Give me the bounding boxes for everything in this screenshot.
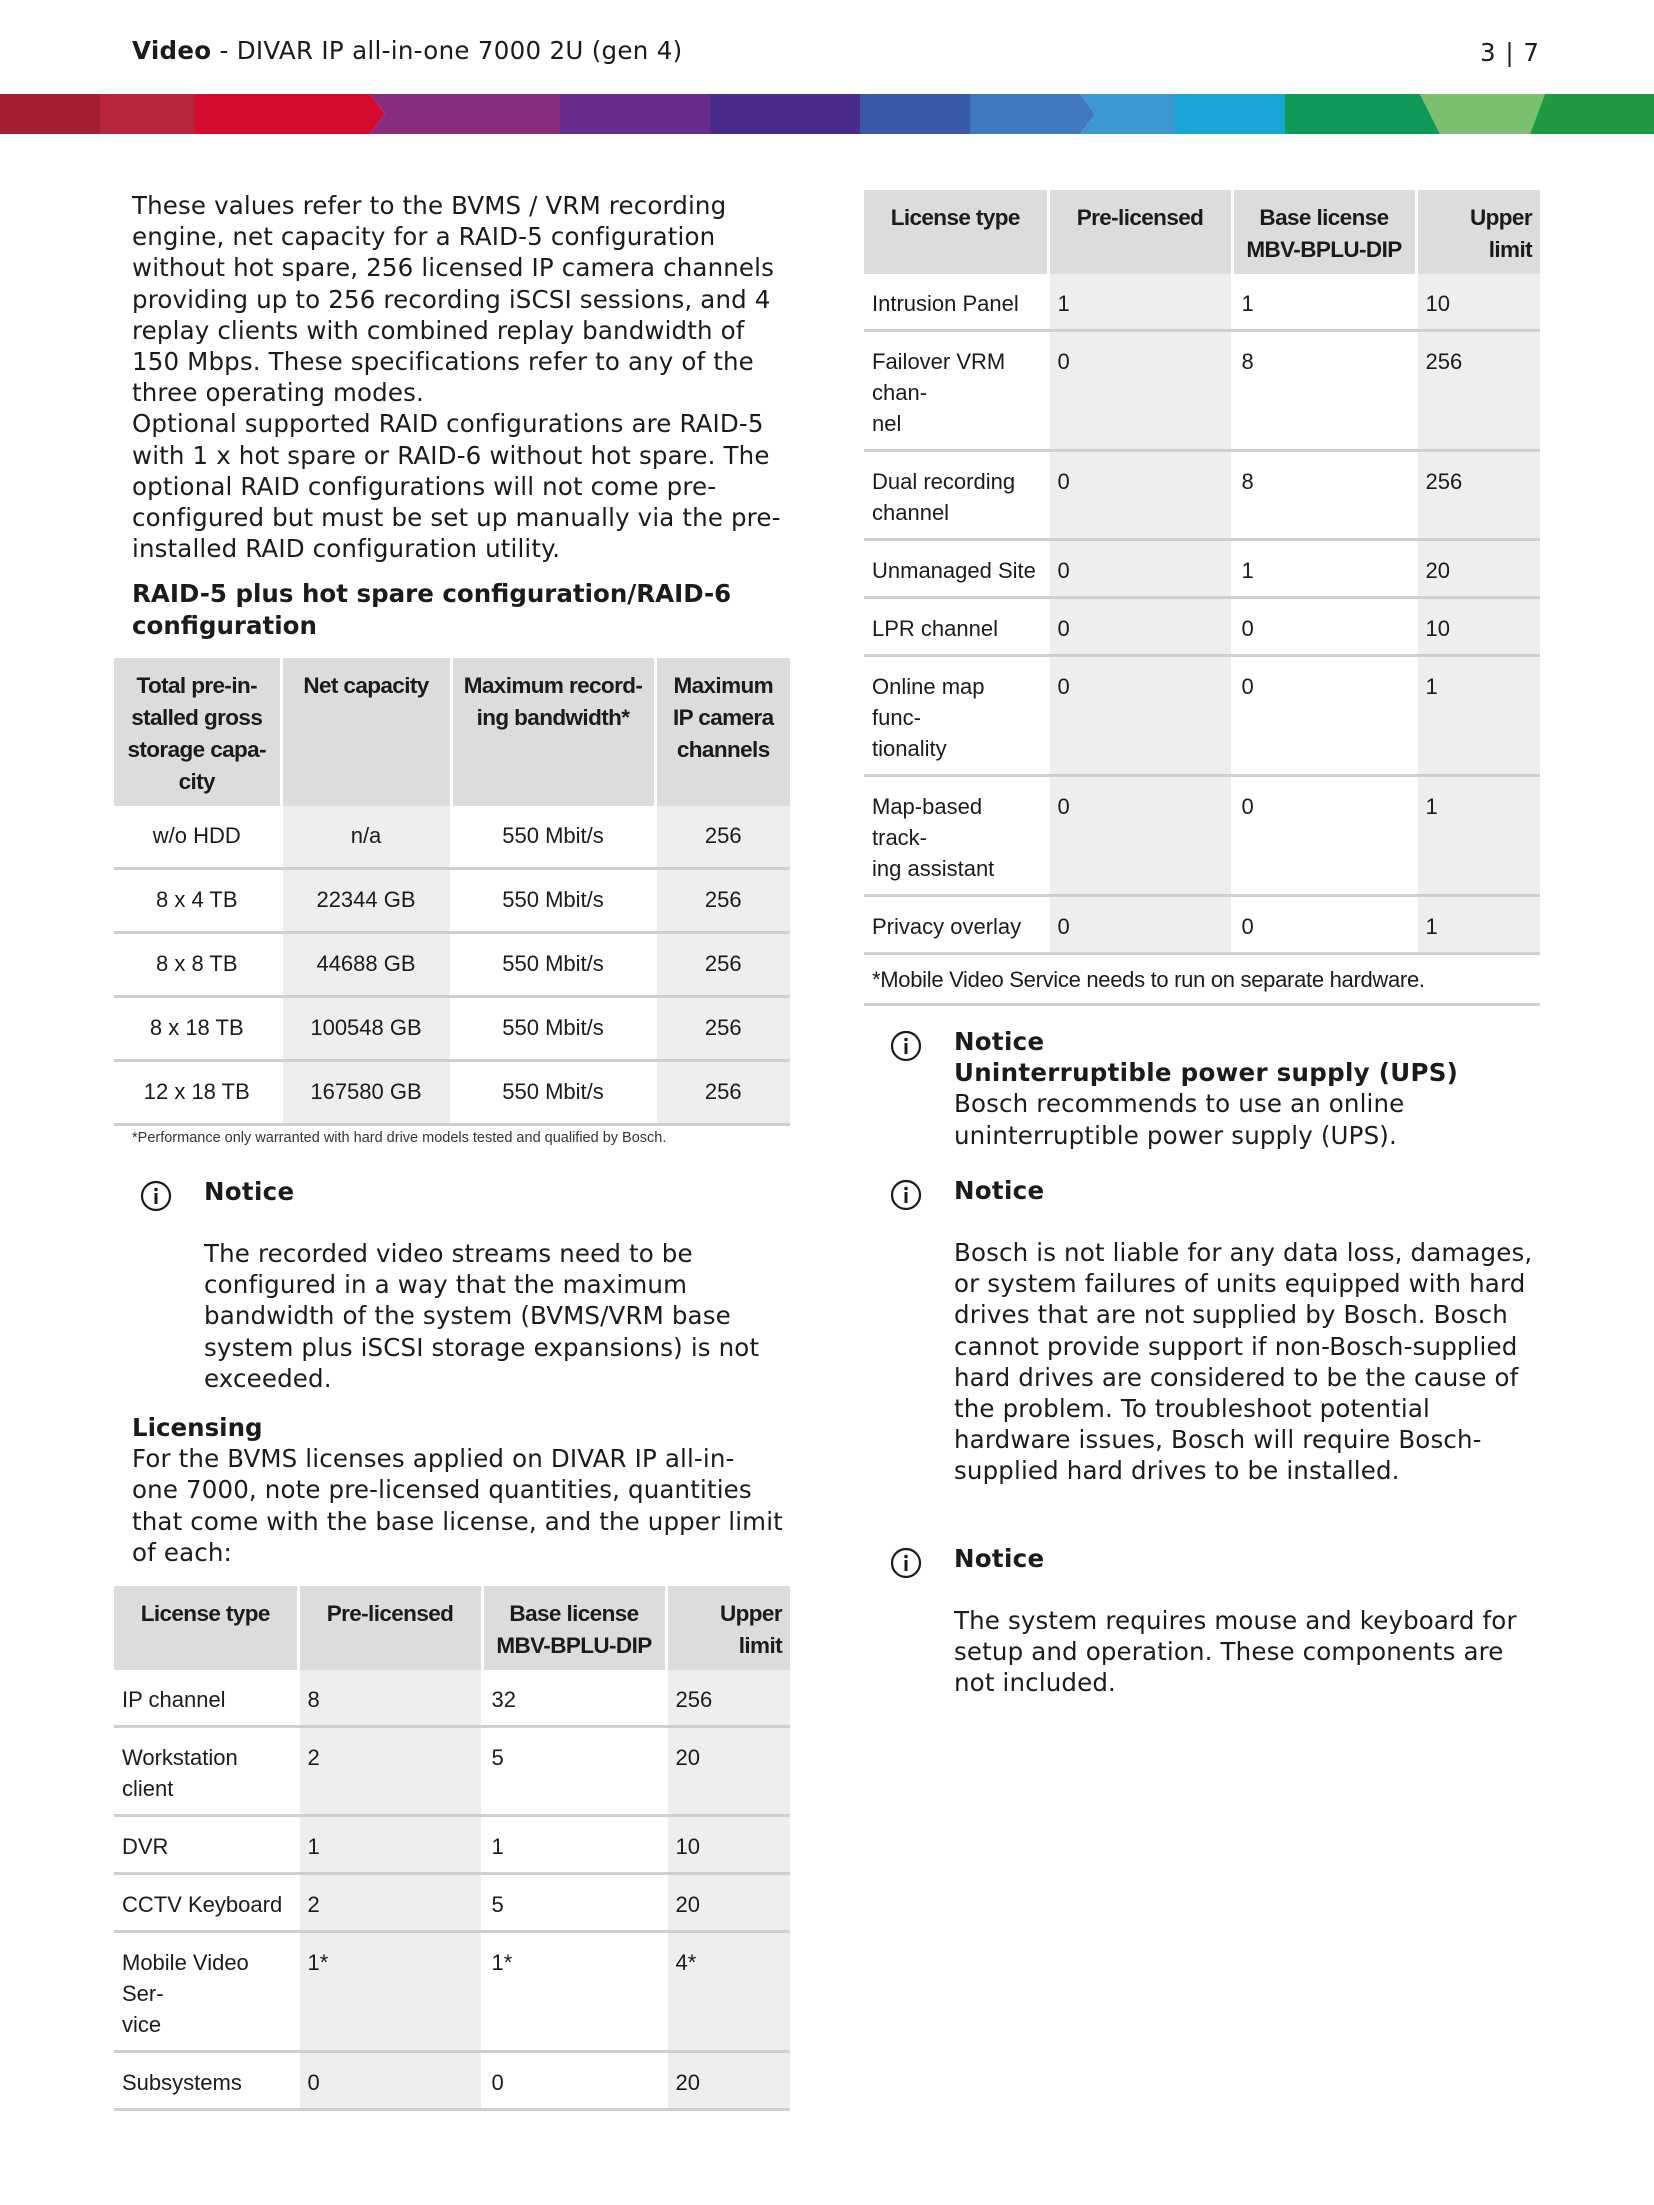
text-line: configured in a way that the maximum: [204, 1270, 688, 1300]
text-line: hardware issues, Bosch will require Bosch-: [954, 1425, 1482, 1455]
text-line: optional RAID configurations will not come pre-: [132, 471, 717, 501]
table-row: [114, 1932, 790, 2052]
table-row: [114, 1670, 790, 1727]
table-cell: 0: [1048, 451, 1232, 540]
table-cell: 8: [1232, 331, 1416, 451]
table-row: [864, 274, 1540, 331]
table-cell: 1: [1232, 274, 1416, 331]
text-line: without hot spare, 256 licensed IP camera channels: [132, 253, 775, 283]
table-cell: 0: [482, 2052, 666, 2110]
table-cell: 0: [1048, 598, 1232, 656]
text-line: the problem. To troubleshoot potential: [954, 1394, 1430, 1424]
table-cell: 4*: [666, 1932, 790, 2052]
text-line: three operating modes.: [132, 378, 424, 408]
table-cell: 1*: [482, 1932, 666, 2052]
table-cell: 12 x 18 TB: [114, 1060, 281, 1124]
notice-title: Notice: [204, 1176, 295, 1206]
right-column: [864, 190, 1540, 1698]
column-header: Maximum IP camera channels: [655, 658, 790, 806]
table-cell: 44688 GB: [281, 932, 451, 996]
text-line: drives that are not supplied by Bosch. Bosch: [954, 1300, 1508, 1330]
text-line: engine, net capacity for a RAID-5 configuration: [132, 222, 716, 252]
table-cell: 0: [1048, 331, 1232, 451]
text-line: For the BVMS licenses applied on DIVAR IP all-in-: [132, 1444, 735, 1474]
table-cell: 20: [1416, 540, 1540, 598]
table-cell: 1: [1416, 896, 1540, 954]
column-header: License type: [114, 1586, 298, 1670]
text-line: installed RAID configuration utility.: [132, 534, 561, 564]
table-cell: 550 Mbit/s: [451, 868, 655, 932]
column-header: Pre-licensed: [298, 1586, 482, 1670]
table-cell: Subsystems: [114, 2052, 298, 2110]
text-line: providing up to 256 recording iSCSI sessions, and 4: [132, 284, 771, 314]
table-cell: 0: [1048, 656, 1232, 776]
text-line: Bosch is not liable for any data loss, damages,: [954, 1238, 1533, 1268]
table-cell: 550 Mbit/s: [451, 806, 655, 869]
text-line: Bosch recommends to use an online: [954, 1089, 1405, 1119]
column-header: Pre-licensed: [1048, 190, 1232, 274]
notice-hard-drives: [864, 1175, 1540, 1487]
table-row: [114, 2052, 790, 2110]
column-header: Base license MBV-BPLU-DIP: [482, 1586, 666, 1670]
table-header-row: [114, 1586, 790, 1670]
table-cell: 256: [655, 868, 790, 932]
table-cell: 0: [298, 2052, 482, 2110]
table-cell: 550 Mbit/s: [451, 996, 655, 1060]
table-cell: 8: [298, 1670, 482, 1727]
table-row: [114, 1727, 790, 1816]
text-line: These values refer to the BVMS / VRM recording: [132, 191, 727, 220]
raid-capacity-table: [114, 658, 790, 1126]
notice-subtitle: Uninterruptible power supply (UPS): [954, 1058, 1459, 1088]
text-line: uninterruptible power supply (UPS).: [954, 1120, 1397, 1150]
text-line: setup and operation. These components are: [954, 1637, 1504, 1667]
table-cell: 22344 GB: [281, 868, 451, 932]
notice-ups: [864, 1026, 1540, 1151]
table-row: [864, 776, 1540, 896]
table-cell: Online map func- tionality: [864, 656, 1048, 776]
table-cell: 0: [1232, 776, 1416, 896]
table-row: [114, 1060, 790, 1124]
notice-bandwidth: [114, 1176, 790, 1394]
text-line: cannot provide support if non-Bosch-supplied: [954, 1331, 1518, 1361]
table-cell: 256: [666, 1670, 790, 1727]
table-cell: Unmanaged Site: [864, 540, 1048, 598]
info-circle-icon: [890, 1179, 922, 1211]
table-cell: 8 x 8 TB: [114, 932, 281, 996]
table-cell: 0: [1048, 540, 1232, 598]
document-title: [132, 36, 682, 65]
intro-paragraph: [114, 190, 790, 564]
notice-body: [954, 1605, 1540, 1699]
raid-heading-line: configuration: [132, 610, 317, 640]
table-cell: Dual recording channel: [864, 451, 1048, 540]
table-cell: 10: [1416, 598, 1540, 656]
table-cell: 8 x 4 TB: [114, 868, 281, 932]
licensing-heading: Licensing: [132, 1413, 263, 1443]
table-cell: CCTV Keyboard: [114, 1874, 298, 1932]
text-line: that come with the base license, and the upper limit: [132, 1506, 783, 1536]
table-row: [114, 1816, 790, 1874]
table-cell: 0: [1048, 896, 1232, 954]
table-cell: 256: [655, 806, 790, 869]
table-cell: 2: [298, 1727, 482, 1816]
table-cell: 256: [655, 996, 790, 1060]
table-cell: Failover VRM chan- nel: [864, 331, 1048, 451]
raid-table-footnote: *Performance only warranted with hard drive models tested and qualified by Bosch.: [132, 1129, 667, 1146]
table-cell: 0: [1232, 598, 1416, 656]
table-cell: Map-based track- ing assistant: [864, 776, 1048, 896]
text-line: replay clients with combined replay bandwidth of: [132, 315, 745, 345]
table-row: [114, 932, 790, 996]
page-header: [132, 36, 1540, 76]
table-cell: 20: [666, 2052, 790, 2110]
text-line: hard drives are considered to be the cause of: [954, 1362, 1519, 1392]
raid-heading-line: RAID-5 plus hot spare configuration/RAID-6: [132, 579, 732, 609]
table-cell: Privacy overlay: [864, 896, 1048, 954]
brand-color-band: [0, 94, 1654, 134]
table-cell: 1: [1048, 274, 1232, 331]
license-table-right: [864, 190, 1540, 955]
table-cell: 550 Mbit/s: [451, 932, 655, 996]
column-header: Upper limit: [666, 1586, 790, 1670]
table-cell: 256: [1416, 451, 1540, 540]
table-row: [114, 868, 790, 932]
column-header: Upper limit: [1416, 190, 1540, 274]
table-row: [864, 896, 1540, 954]
table-row: [864, 451, 1540, 540]
text-line: exceeded.: [204, 1363, 332, 1393]
table-row: [864, 331, 1540, 451]
table-cell: 256: [655, 932, 790, 996]
table-cell: 2: [298, 1874, 482, 1932]
text-line: or system failures of units equipped with hard: [954, 1269, 1526, 1299]
column-header: Net capacity: [281, 658, 451, 806]
table-cell: DVR: [114, 1816, 298, 1874]
table-cell: 256: [1416, 331, 1540, 451]
text-line: with 1 x hot spare or RAID-6 without hot spare. The: [132, 440, 770, 470]
column-header: Base license MBV-BPLU-DIP: [1232, 190, 1416, 274]
table-row: [864, 656, 1540, 776]
info-circle-icon: [140, 1180, 172, 1212]
table-cell: LPR channel: [864, 598, 1048, 656]
info-circle-icon: [890, 1030, 922, 1062]
table-cell: 1: [1416, 776, 1540, 896]
notice-title: Notice: [954, 1027, 1045, 1056]
text-line: Optional supported RAID configurations are RAID-5: [132, 409, 764, 439]
table-cell: 167580 GB: [281, 1060, 451, 1124]
table-cell: 8: [1232, 451, 1416, 540]
notice-title: Notice: [954, 1175, 1045, 1205]
text-line: one 7000, note pre-licensed quantities, quantities: [132, 1475, 752, 1505]
table-cell: 100548 GB: [281, 996, 451, 1060]
notice-body: [204, 1238, 790, 1394]
notice-body: [954, 1088, 1540, 1150]
text-line: system plus iSCSI storage expansions) is not: [204, 1332, 760, 1362]
table-header-row: [864, 190, 1540, 274]
table-cell: 20: [666, 1874, 790, 1932]
raid-heading: [114, 578, 790, 640]
text-line: not included.: [954, 1668, 1116, 1698]
table-cell: 10: [666, 1816, 790, 1874]
license-table-left: [114, 1586, 790, 2111]
info-circle-icon: [890, 1547, 922, 1579]
document-title-bold: Video: [132, 36, 212, 65]
text-line: bandwidth of the system (BVMS/VRM base: [204, 1301, 731, 1331]
table-cell: Intrusion Panel: [864, 274, 1048, 331]
table-cell: 5: [482, 1874, 666, 1932]
table-cell: 5: [482, 1727, 666, 1816]
table-row: [114, 996, 790, 1060]
notice-keyboard-mouse: [864, 1543, 1540, 1699]
document-title-rest: - DIVAR IP all-in-one 7000 2U (gen 4): [211, 36, 683, 65]
table-cell: 1: [1416, 656, 1540, 776]
table-cell: 0: [1232, 656, 1416, 776]
column-header: Total pre-in- stalled gross storage capa- city: [114, 658, 281, 806]
table-cell: 0: [1232, 896, 1416, 954]
table-cell: 20: [666, 1727, 790, 1816]
table-cell: 1: [482, 1816, 666, 1874]
table-cell: Mobile Video Ser- vice: [114, 1932, 298, 2052]
table-cell: 32: [482, 1670, 666, 1727]
table-row: [114, 1874, 790, 1932]
left-column: [114, 190, 790, 2111]
notice-body: [954, 1237, 1540, 1487]
table-cell: 8 x 18 TB: [114, 996, 281, 1060]
table-row: [864, 598, 1540, 656]
text-line: The recorded video streams need to be: [204, 1239, 693, 1269]
text-line: supplied hard drives to be installed.: [954, 1456, 1400, 1486]
page-number: 3 | 7: [1479, 38, 1540, 67]
table-row: [114, 806, 790, 869]
table-cell: 256: [655, 1060, 790, 1124]
text-line: of each:: [132, 1537, 232, 1567]
table-cell: 1*: [298, 1932, 482, 2052]
table-cell: 1: [1232, 540, 1416, 598]
table-header-row: [114, 658, 790, 806]
notice-title: Notice: [954, 1543, 1045, 1573]
table-cell: IP channel: [114, 1670, 298, 1727]
text-line: 150 Mbps. These specifications refer to any of the: [132, 347, 754, 377]
column-header: Maximum record- ing bandwidth*: [451, 658, 655, 806]
text-line: configured but must be set up manually via the pre-: [132, 503, 781, 533]
licensing-paragraph: [114, 1443, 790, 1568]
table-cell: w/o HDD: [114, 806, 281, 869]
column-header: License type: [864, 190, 1048, 274]
table-cell: 10: [1416, 274, 1540, 331]
table-row: [864, 540, 1540, 598]
table-cell: n/a: [281, 806, 451, 869]
table-cell: 1: [298, 1816, 482, 1874]
table-cell: 550 Mbit/s: [451, 1060, 655, 1124]
table-cell: Workstation client: [114, 1727, 298, 1816]
text-line: The system requires mouse and keyboard for: [954, 1605, 1517, 1635]
table-cell: 0: [1048, 776, 1232, 896]
license-table-footnote: *Mobile Video Service needs to run on separate hardware.: [864, 955, 1540, 1006]
